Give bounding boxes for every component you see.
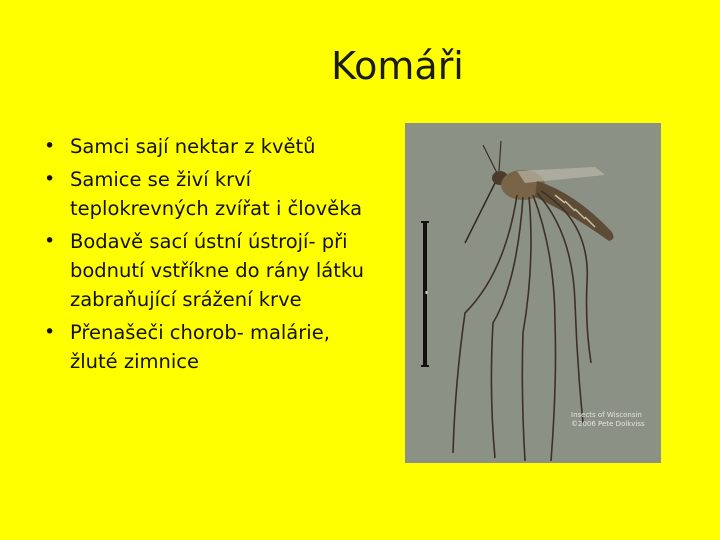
bullet-item bbox=[44, 318, 364, 376]
bullet-item bbox=[44, 227, 364, 314]
photo-caption bbox=[571, 411, 651, 429]
bullet-text: Samice se živí krví teplokrevných zvířat i člověka bbox=[70, 168, 363, 220]
bullet-item bbox=[44, 165, 364, 223]
bullet-icon: • bbox=[44, 168, 56, 190]
caption-line: Insects of Wisconsin bbox=[571, 411, 642, 419]
bullet-item bbox=[44, 132, 364, 161]
caption-line: ©2006 Pete Dolkviss bbox=[571, 420, 645, 428]
mosquito-photo bbox=[405, 123, 661, 463]
bullet-text: Bodavě sací ústní ústrojí- při bodnutí vstříkne do rány látku zabraňující srážení krve bbox=[70, 230, 364, 311]
bullet-icon: • bbox=[44, 135, 56, 157]
bullet-icon: • bbox=[44, 321, 56, 343]
bullet-text: Samci sají nektar z květů bbox=[70, 135, 316, 158]
bullet-text: Přenašeči chorob- malárie, žluté zimnice bbox=[70, 321, 330, 373]
bullet-icon: • bbox=[44, 230, 56, 252]
slide-title: Komáři bbox=[331, 44, 464, 88]
bullet-list bbox=[44, 132, 364, 380]
